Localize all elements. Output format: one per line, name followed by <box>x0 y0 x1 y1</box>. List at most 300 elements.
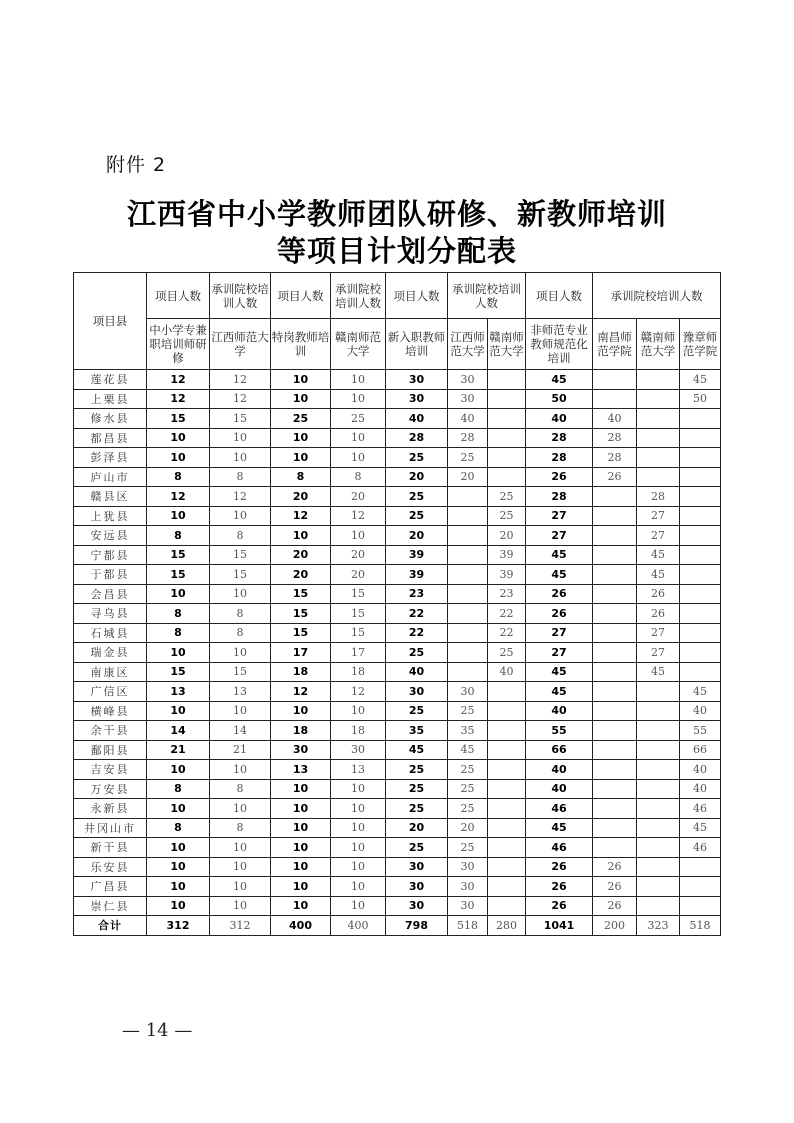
table-row <box>74 662 721 682</box>
table-row <box>74 526 721 546</box>
institution-count-cell <box>448 487 488 507</box>
project-count-cell: 10 <box>271 370 331 390</box>
project-count-cell: 25 <box>386 487 448 507</box>
county-name: 乐安县 <box>74 857 147 877</box>
project-count-cell: 27 <box>526 643 593 663</box>
institution-count-cell: 10 <box>331 799 386 819</box>
project-count-cell: 45 <box>526 565 593 585</box>
institution-count-cell: 45 <box>637 662 680 682</box>
institution-count-cell: 26 <box>593 877 637 897</box>
project-count-cell: 40 <box>526 701 593 721</box>
allocation-table <box>73 272 721 936</box>
project-count-cell: 15 <box>271 623 331 643</box>
institution-count-cell: 28 <box>593 428 637 448</box>
project-count-cell: 30 <box>386 857 448 877</box>
institution-count-cell: 18 <box>331 721 386 741</box>
institution-count-cell: 12 <box>331 506 386 526</box>
institution-count-cell <box>637 857 680 877</box>
institution-count-cell: 12 <box>210 487 271 507</box>
institution-count-cell: 26 <box>637 604 680 624</box>
county-name: 于都县 <box>74 565 147 585</box>
institution-count-cell <box>488 818 526 838</box>
project-count-cell: 10 <box>271 799 331 819</box>
institution-count-cell: 66 <box>680 740 721 760</box>
project-count-cell: 20 <box>386 526 448 546</box>
page-number: — 14 — <box>122 1020 193 1041</box>
project-count-cell: 39 <box>386 565 448 585</box>
institution-count-cell: 8 <box>210 623 271 643</box>
institution-count-cell <box>637 448 680 468</box>
institution-count-cell <box>488 779 526 799</box>
project-count-cell: 25 <box>386 760 448 780</box>
project-count-cell: 10 <box>147 643 210 663</box>
project-count-cell: 15 <box>147 662 210 682</box>
project-count-cell: 22 <box>386 604 448 624</box>
document-title-line-2: 等项目计划分配表 <box>276 234 517 268</box>
header-county: 项目县 <box>74 273 147 370</box>
institution-count-cell <box>680 448 721 468</box>
institution-count-cell <box>593 389 637 409</box>
institution-count-cell: 10 <box>210 838 271 858</box>
header-project-count: 项目人数 <box>386 273 448 319</box>
table-row <box>74 370 721 390</box>
institution-count-cell <box>680 584 721 604</box>
institution-count-cell: 10 <box>210 701 271 721</box>
county-name: 南康区 <box>74 662 147 682</box>
institution-count-cell <box>488 448 526 468</box>
institution-count-cell: 518 <box>448 916 488 936</box>
institution-count-cell: 25 <box>488 506 526 526</box>
institution-count-cell: 8 <box>210 779 271 799</box>
project-count-cell: 15 <box>147 545 210 565</box>
project-count-cell: 20 <box>386 467 448 487</box>
institution-count-cell: 15 <box>210 545 271 565</box>
institution-count-cell <box>448 604 488 624</box>
institution-count-cell: 280 <box>488 916 526 936</box>
institution-count-cell: 26 <box>593 467 637 487</box>
county-name: 广昌县 <box>74 877 147 897</box>
institution-count-cell: 26 <box>593 857 637 877</box>
project-count-cell: 27 <box>526 506 593 526</box>
institution-count-cell <box>488 740 526 760</box>
institution-count-cell: 46 <box>680 838 721 858</box>
project-count-cell: 46 <box>526 799 593 819</box>
institution-count-cell: 518 <box>680 916 721 936</box>
header-project-count: 项目人数 <box>271 273 331 319</box>
institution-count-cell: 10 <box>210 448 271 468</box>
project-count-cell: 15 <box>147 409 210 429</box>
table-row <box>74 604 721 624</box>
institution-count-cell <box>488 857 526 877</box>
institution-count-cell: 10 <box>331 838 386 858</box>
institution-count-cell: 10 <box>210 428 271 448</box>
header-institution: 豫章师范学院 <box>680 319 721 370</box>
county-name: 修水县 <box>74 409 147 429</box>
institution-count-cell: 28 <box>637 487 680 507</box>
institution-count-cell: 10 <box>331 370 386 390</box>
project-count-cell: 12 <box>147 370 210 390</box>
project-count-cell: 45 <box>526 682 593 702</box>
institution-count-cell: 46 <box>680 799 721 819</box>
institution-count-cell <box>448 643 488 663</box>
institution-count-cell: 27 <box>637 506 680 526</box>
table-row <box>74 682 721 702</box>
institution-count-cell: 55 <box>680 721 721 741</box>
institution-count-cell: 10 <box>331 877 386 897</box>
institution-count-cell: 10 <box>210 896 271 916</box>
institution-count-cell: 10 <box>331 526 386 546</box>
institution-count-cell: 25 <box>488 487 526 507</box>
table-row <box>74 779 721 799</box>
county-name: 万安县 <box>74 779 147 799</box>
institution-count-cell <box>637 779 680 799</box>
project-count-cell: 23 <box>386 584 448 604</box>
project-count-cell: 28 <box>526 448 593 468</box>
institution-count-cell <box>637 409 680 429</box>
institution-count-cell: 27 <box>637 623 680 643</box>
institution-count-cell: 25 <box>331 409 386 429</box>
header-institution: 赣南师范大学 <box>331 319 386 370</box>
project-count-cell: 27 <box>526 526 593 546</box>
project-count-cell: 15 <box>271 584 331 604</box>
total-label: 合计 <box>74 916 147 936</box>
project-count-cell: 20 <box>386 818 448 838</box>
project-count-cell: 25 <box>386 643 448 663</box>
institution-count-cell: 30 <box>448 877 488 897</box>
table-row <box>74 877 721 897</box>
institution-count-cell <box>637 877 680 897</box>
institution-count-cell <box>637 838 680 858</box>
header-institution: 江西师范大学 <box>210 319 271 370</box>
institution-count-cell: 30 <box>448 389 488 409</box>
project-count-cell: 400 <box>271 916 331 936</box>
institution-count-cell: 10 <box>210 506 271 526</box>
institution-count-cell: 25 <box>448 799 488 819</box>
institution-count-cell: 12 <box>210 370 271 390</box>
header-project-name: 特岗教师培训 <box>271 319 331 370</box>
institution-count-cell: 8 <box>210 467 271 487</box>
project-count-cell: 25 <box>386 701 448 721</box>
institution-count-cell <box>593 506 637 526</box>
header-project-count: 项目人数 <box>147 273 210 319</box>
project-count-cell: 10 <box>147 448 210 468</box>
institution-count-cell: 15 <box>210 662 271 682</box>
institution-count-cell: 10 <box>210 799 271 819</box>
project-count-cell: 22 <box>386 623 448 643</box>
project-count-cell: 8 <box>147 623 210 643</box>
institution-count-cell: 10 <box>331 701 386 721</box>
project-count-cell: 10 <box>147 701 210 721</box>
institution-count-cell <box>488 799 526 819</box>
institution-count-cell: 15 <box>331 623 386 643</box>
institution-count-cell: 10 <box>210 760 271 780</box>
institution-count-cell: 15 <box>331 584 386 604</box>
institution-count-cell <box>593 779 637 799</box>
institution-count-cell: 25 <box>448 760 488 780</box>
project-count-cell: 10 <box>147 896 210 916</box>
table-row <box>74 487 721 507</box>
project-count-cell: 12 <box>271 506 331 526</box>
institution-count-cell: 35 <box>448 721 488 741</box>
county-name: 石城县 <box>74 623 147 643</box>
institution-count-cell: 40 <box>448 409 488 429</box>
institution-count-cell <box>488 721 526 741</box>
county-name: 横峰县 <box>74 701 147 721</box>
county-name: 井冈山市 <box>74 818 147 838</box>
institution-count-cell <box>680 662 721 682</box>
institution-count-cell: 28 <box>448 428 488 448</box>
institution-count-cell: 21 <box>210 740 271 760</box>
project-count-cell: 10 <box>271 701 331 721</box>
table-row <box>74 428 721 448</box>
table-row <box>74 760 721 780</box>
document-title-line-1: 江西省中小学教师团队研修、新教师培训 <box>126 197 667 231</box>
table-row <box>74 545 721 565</box>
project-count-cell: 45 <box>526 370 593 390</box>
institution-count-cell: 312 <box>210 916 271 936</box>
project-count-cell: 10 <box>147 584 210 604</box>
project-count-cell: 10 <box>147 857 210 877</box>
project-count-cell: 798 <box>386 916 448 936</box>
institution-count-cell: 30 <box>448 896 488 916</box>
institution-count-cell <box>637 467 680 487</box>
institution-count-cell <box>593 643 637 663</box>
institution-count-cell <box>593 799 637 819</box>
header-project-count: 项目人数 <box>526 273 593 319</box>
project-count-cell: 1041 <box>526 916 593 936</box>
institution-count-cell: 45 <box>448 740 488 760</box>
institution-count-cell <box>680 857 721 877</box>
header-institution-count: 承训院校培训人数 <box>593 273 721 319</box>
institution-count-cell <box>448 662 488 682</box>
project-count-cell: 10 <box>147 506 210 526</box>
institution-count-cell: 10 <box>331 818 386 838</box>
institution-count-cell <box>680 877 721 897</box>
institution-count-cell: 40 <box>593 409 637 429</box>
institution-count-cell <box>680 604 721 624</box>
institution-count-cell: 25 <box>448 779 488 799</box>
institution-count-cell: 30 <box>331 740 386 760</box>
institution-count-cell: 22 <box>488 623 526 643</box>
table-row <box>74 623 721 643</box>
project-count-cell: 50 <box>526 389 593 409</box>
institution-count-cell: 23 <box>488 584 526 604</box>
institution-count-cell: 20 <box>331 487 386 507</box>
institution-count-cell: 10 <box>210 857 271 877</box>
project-count-cell: 28 <box>526 428 593 448</box>
institution-count-cell: 25 <box>488 643 526 663</box>
county-name: 都昌县 <box>74 428 147 448</box>
institution-count-cell <box>637 740 680 760</box>
project-count-cell: 10 <box>271 896 331 916</box>
institution-count-cell: 18 <box>331 662 386 682</box>
institution-count-cell <box>593 818 637 838</box>
institution-count-cell: 26 <box>593 896 637 916</box>
institution-count-cell: 323 <box>637 916 680 936</box>
institution-count-cell: 40 <box>680 760 721 780</box>
institution-count-cell: 45 <box>680 370 721 390</box>
institution-count-cell: 20 <box>331 565 386 585</box>
project-count-cell: 15 <box>147 565 210 585</box>
project-count-cell: 45 <box>526 662 593 682</box>
project-count-cell: 26 <box>526 896 593 916</box>
project-count-cell: 18 <box>271 662 331 682</box>
project-count-cell: 55 <box>526 721 593 741</box>
project-count-cell: 10 <box>271 779 331 799</box>
project-count-cell: 66 <box>526 740 593 760</box>
table-row <box>74 506 721 526</box>
table-row <box>74 799 721 819</box>
table-row <box>74 740 721 760</box>
institution-count-cell <box>488 389 526 409</box>
project-count-cell: 8 <box>147 818 210 838</box>
project-count-cell: 10 <box>147 428 210 448</box>
county-name: 新干县 <box>74 838 147 858</box>
institution-count-cell: 30 <box>448 857 488 877</box>
institution-count-cell <box>680 896 721 916</box>
project-count-cell: 8 <box>147 779 210 799</box>
project-count-cell: 25 <box>386 506 448 526</box>
project-count-cell: 13 <box>147 682 210 702</box>
institution-count-cell <box>593 370 637 390</box>
project-count-cell: 10 <box>271 877 331 897</box>
institution-count-cell: 10 <box>331 896 386 916</box>
county-name: 永新县 <box>74 799 147 819</box>
project-count-cell: 10 <box>147 877 210 897</box>
project-count-cell: 10 <box>147 838 210 858</box>
institution-count-cell: 15 <box>331 604 386 624</box>
project-count-cell: 40 <box>386 662 448 682</box>
county-name: 广信区 <box>74 682 147 702</box>
total-row <box>74 916 721 936</box>
project-count-cell: 10 <box>147 799 210 819</box>
project-count-cell: 10 <box>271 838 331 858</box>
institution-count-cell: 40 <box>680 701 721 721</box>
institution-count-cell: 13 <box>331 760 386 780</box>
institution-count-cell <box>637 818 680 838</box>
institution-count-cell: 15 <box>210 565 271 585</box>
project-count-cell: 12 <box>147 389 210 409</box>
project-count-cell: 20 <box>271 565 331 585</box>
institution-count-cell <box>680 487 721 507</box>
project-count-cell: 10 <box>271 526 331 546</box>
county-name: 瑞金县 <box>74 643 147 663</box>
institution-count-cell <box>593 604 637 624</box>
project-count-cell: 10 <box>271 448 331 468</box>
project-count-cell: 28 <box>386 428 448 448</box>
county-name: 余干县 <box>74 721 147 741</box>
project-count-cell: 46 <box>526 838 593 858</box>
header-institution: 江西师范大学 <box>448 319 488 370</box>
county-name: 上栗县 <box>74 389 147 409</box>
institution-count-cell <box>680 526 721 546</box>
institution-count-cell <box>637 389 680 409</box>
institution-count-cell: 20 <box>448 467 488 487</box>
institution-count-cell <box>488 428 526 448</box>
project-count-cell: 26 <box>526 604 593 624</box>
institution-count-cell <box>593 526 637 546</box>
project-count-cell: 39 <box>386 545 448 565</box>
project-count-cell: 28 <box>526 487 593 507</box>
institution-count-cell: 26 <box>637 584 680 604</box>
institution-count-cell <box>593 701 637 721</box>
header-institution: 赣南师范大学 <box>488 319 526 370</box>
institution-count-cell <box>488 467 526 487</box>
institution-count-cell <box>448 565 488 585</box>
project-count-cell: 25 <box>271 409 331 429</box>
project-count-cell: 40 <box>526 779 593 799</box>
project-count-cell: 40 <box>526 409 593 429</box>
project-count-cell: 25 <box>386 799 448 819</box>
institution-count-cell: 13 <box>210 682 271 702</box>
institution-count-cell <box>488 701 526 721</box>
institution-count-cell <box>593 760 637 780</box>
project-count-cell: 26 <box>526 584 593 604</box>
institution-count-cell <box>680 428 721 448</box>
institution-count-cell: 10 <box>331 779 386 799</box>
institution-count-cell: 400 <box>331 916 386 936</box>
institution-count-cell: 8 <box>331 467 386 487</box>
institution-count-cell: 15 <box>210 409 271 429</box>
county-name: 会昌县 <box>74 584 147 604</box>
table-row <box>74 818 721 838</box>
table-row <box>74 857 721 877</box>
project-count-cell: 10 <box>147 760 210 780</box>
institution-count-cell <box>593 838 637 858</box>
institution-count-cell: 17 <box>331 643 386 663</box>
institution-count-cell <box>637 799 680 819</box>
institution-count-cell <box>680 643 721 663</box>
project-count-cell: 18 <box>271 721 331 741</box>
project-count-cell: 45 <box>526 545 593 565</box>
project-count-cell: 21 <box>147 740 210 760</box>
project-count-cell: 12 <box>147 487 210 507</box>
header-project-name: 非师范专业教师规范化培训 <box>526 319 593 370</box>
table-row <box>74 584 721 604</box>
institution-count-cell <box>593 545 637 565</box>
attachment-label: 附件 2 <box>106 154 167 176</box>
institution-count-cell: 12 <box>210 389 271 409</box>
table-row <box>74 643 721 663</box>
institution-count-cell <box>488 838 526 858</box>
county-name: 吉安县 <box>74 760 147 780</box>
project-count-cell: 10 <box>271 818 331 838</box>
institution-count-cell <box>637 760 680 780</box>
institution-count-cell: 20 <box>331 545 386 565</box>
project-count-cell: 8 <box>147 526 210 546</box>
institution-count-cell <box>680 506 721 526</box>
table-row <box>74 409 721 429</box>
institution-count-cell: 40 <box>488 662 526 682</box>
institution-count-cell <box>593 721 637 741</box>
project-count-cell: 25 <box>386 448 448 468</box>
project-count-cell: 30 <box>386 877 448 897</box>
institution-count-cell <box>637 721 680 741</box>
institution-count-cell <box>680 467 721 487</box>
institution-count-cell <box>680 409 721 429</box>
institution-count-cell: 25 <box>448 838 488 858</box>
table-row <box>74 838 721 858</box>
table-row <box>74 701 721 721</box>
project-count-cell: 30 <box>386 370 448 390</box>
institution-count-cell: 40 <box>680 779 721 799</box>
project-count-cell: 15 <box>271 604 331 624</box>
institution-count-cell: 45 <box>680 682 721 702</box>
county-name: 崇仁县 <box>74 896 147 916</box>
header-institution-count: 承训院校培训人数 <box>331 273 386 319</box>
institution-count-cell <box>488 370 526 390</box>
project-count-cell: 20 <box>271 545 331 565</box>
